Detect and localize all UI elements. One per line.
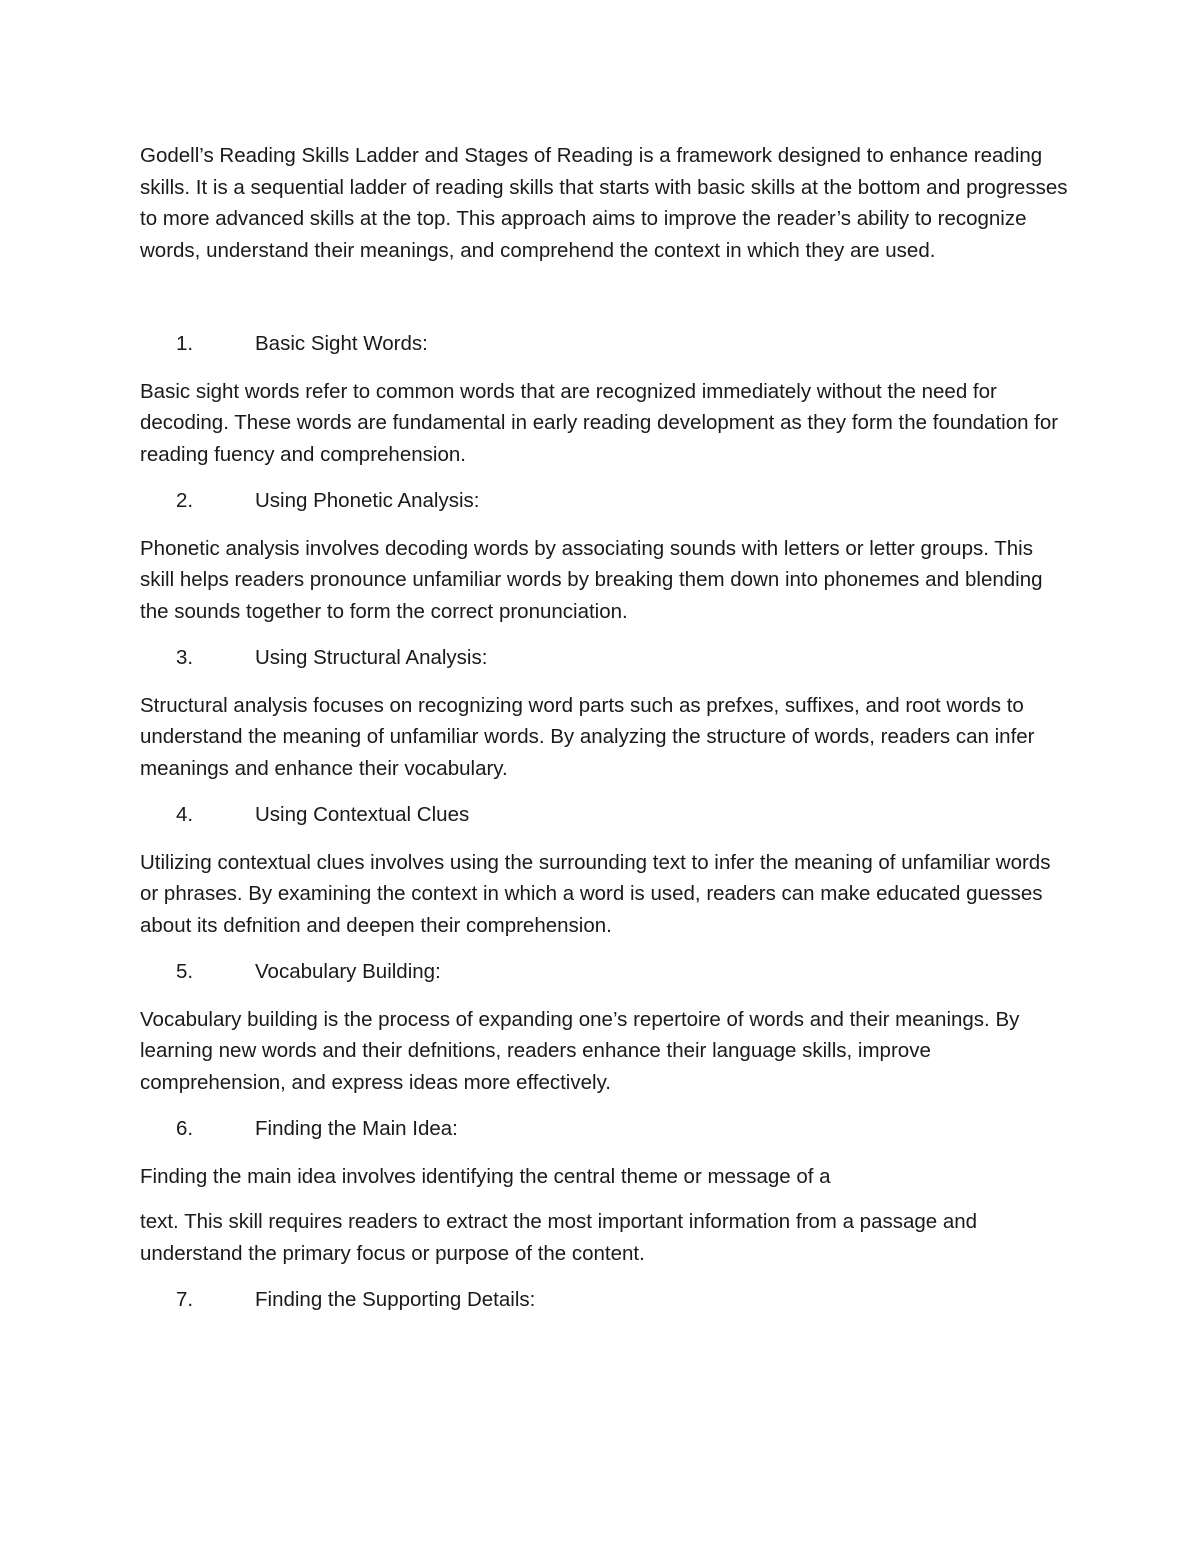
item-description: Basic sight words refer to common words that are recognized immediately without the need for decoding. These words are fundamental in early reading development as they form the foundation for reading fuency and comprehension. [140,379,1059,466]
item-number: 2. [176,489,194,512]
item-title: Using Phonetic Analysis: [255,489,480,512]
document-page [140,140,1070,1332]
item-description: Vocabulary building is the process of expanding one’s repertoire of words and their meanings. By learning new words and their defnitions, readers enhance their language skills, improve comprehension, and express ideas more effectively. [140,1007,1020,1094]
item-number: 5. [176,960,194,983]
list-item-7 [140,1284,1070,1316]
item-description-continued: text. This skill requires readers to extract the most important information from a passage and understand the primary focus or purpose of the content. [140,1210,978,1265]
item-title: Vocabulary Building: [255,960,441,983]
item-title: Basic Sight Words: [255,332,428,355]
item-title: Finding the Main Idea: [255,1117,458,1140]
list-item-3 [140,642,1070,674]
item-number: 6. [176,1117,194,1140]
item-title: Using Contextual Clues [255,803,470,826]
item-title: Using Structural Analysis: [255,646,488,669]
item-number: 4. [176,803,194,826]
list-item-2 [140,485,1070,517]
item-number: 3. [176,646,194,669]
item-description: Phonetic analysis involves decoding words by associating sounds with letters or letter groups. This skill helps readers pronounce unfamiliar words by breaking them down into phonemes and blending the sounds together to form the correct pronunciation. [140,536,1043,623]
list-item-5 [140,956,1070,988]
item-number: 1. [176,332,194,355]
intro-paragraph: Godell’s Reading Skills Ladder and Stages of Reading is a framework designed to enhance reading skills. It is a sequential ladder of reading skills that starts with basic skills at the bottom and progresses to more advanced skills at the top. This approach aims to improve the reader’s ability to recognize words, understand their meanings, and comprehend the context in which they are used. [140,144,1068,262]
item-number: 7. [176,1288,194,1311]
list-item-4 [140,799,1070,831]
list-item-1 [140,328,1070,360]
item-description: Utilizing contextual clues involves using the surrounding text to infer the meaning of unfamiliar words or phrases. By examining the context in which a word is used, readers can make educated guesses about its defnition and deepen their comprehension. [140,850,1051,937]
item-description: Finding the main idea involves identifying the central theme or message of a [140,1164,831,1188]
item-description: Structural analysis focuses on recognizing word parts such as prefxes, suffixes, and root words to understand the meaning of unfamiliar words. By analyzing the structure of words, readers can infer meanings and enhance their vocabulary. [140,693,1035,780]
list-item-6 [140,1113,1070,1145]
item-title: Finding the Supporting Details: [255,1288,536,1311]
